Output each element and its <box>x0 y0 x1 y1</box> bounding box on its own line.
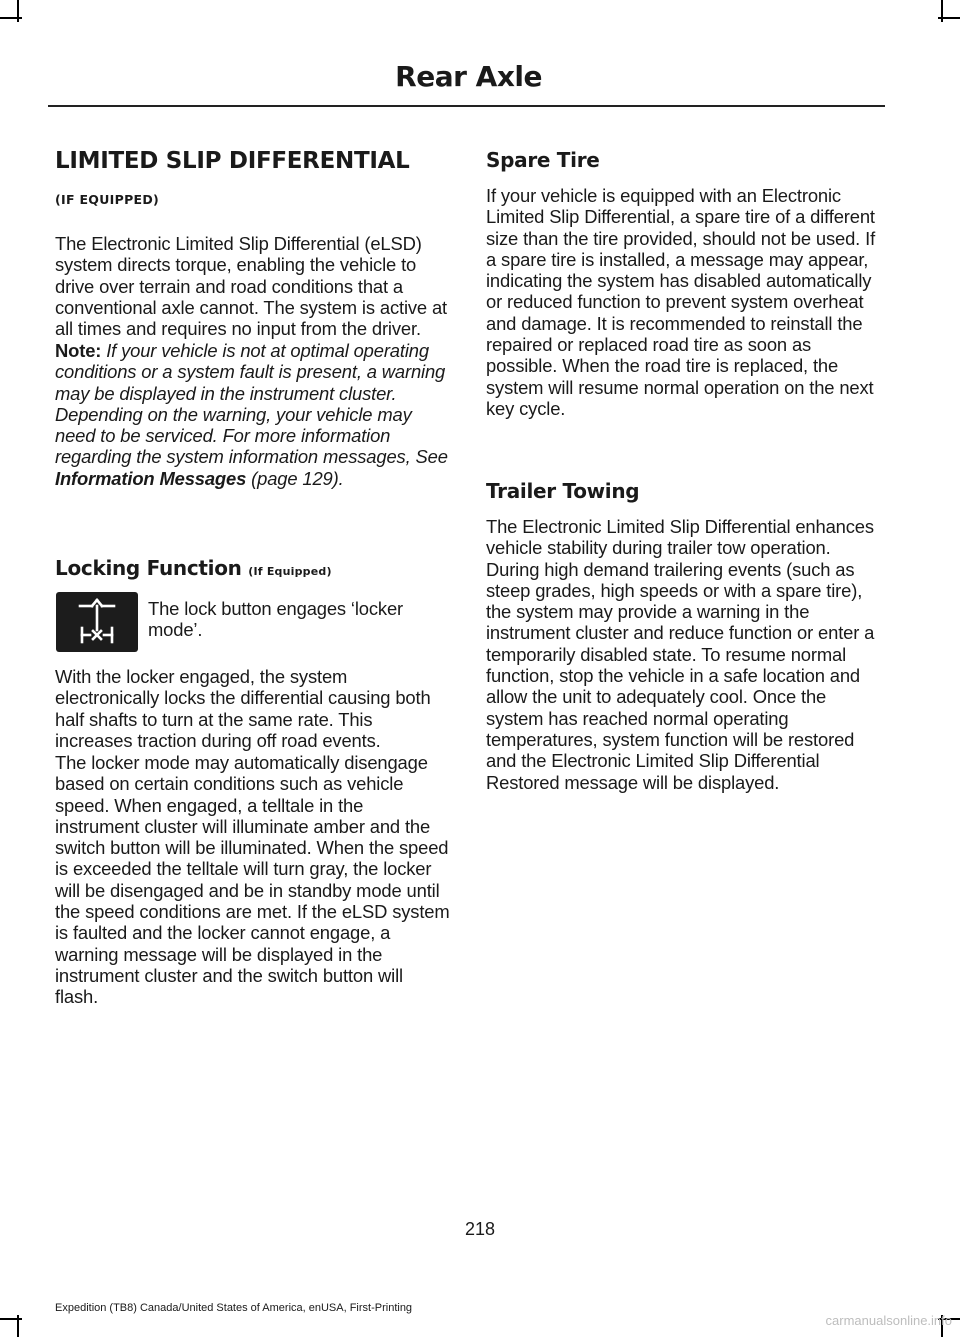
locker-icon-caption: The lock button engages ‘locker mode’. <box>148 598 404 641</box>
note-label: Note: <box>55 340 102 361</box>
section-heading: LIMITED SLIP DIFFERENTIAL <box>55 148 410 174</box>
spare-tire-heading: Spare Tire <box>486 148 600 172</box>
locking-tag: (If Equipped) <box>248 565 332 578</box>
crop-mark <box>0 1318 22 1320</box>
spare-tire-paragraph: If your vehicle is equipped with an Electronic Limited Slip Differential, a spare tire of a different size than the tire provided, should not be used. If a spare tire is installed, a message may appear, indicating the system has disabled automatically or reduced function to prevent system overheat and damage. It is recommended to reinstall the repaired or replaced road tire as soon as possible. When the road tire is replaced, the system will resume normal operation on the next key cycle. <box>486 185 876 419</box>
note-text: If your vehicle is not at optimal operating conditions or a system fault is present, a warning may be displayed in the instrument cluster. Depending on the warning, your vehicle may need to be serviced. For more information regarding the system information messages, See <box>55 340 448 468</box>
crop-mark <box>0 17 22 19</box>
crop-mark <box>938 17 960 19</box>
page-number: 218 <box>464 1219 496 1239</box>
note-paragraph <box>55 340 450 489</box>
equipped-tag: (IF EQUIPPED) <box>55 192 160 207</box>
footer-edition: Expedition (TB8) Canada/United States of America, enUSA, First-Printing <box>55 1302 413 1314</box>
note-reference-page: (page 129). <box>251 467 344 489</box>
locking-heading <box>55 556 332 580</box>
watermark: carmanualsonline.info <box>825 1313 952 1328</box>
page-title: Rear Axle <box>395 60 542 93</box>
locking-paragraph-1: With the locker engaged, the system electronically locks the differential causing both half shafts to turn at the same rate. This increases traction during off road events. <box>55 666 431 751</box>
trailer-towing-heading: Trailer Towing <box>486 479 640 503</box>
intro-paragraph: The Electronic Limited Slip Differential (eLSD) system directs torque, enabling the vehicle to drive over terrain and road conditions that a conventional axle cannot. The system is active at all times and requires no input from the driver. <box>55 233 448 340</box>
title-divider <box>48 105 885 107</box>
locking-paragraph-2: The locker mode may automatically disengage based on certain conditions such as vehicle speed. When engaged, a telltale in the instrument cluster will illuminate amber and the switch button will be illuminated. When the speed is exceeded the telltale will turn gray, the locker will be disengaged and be in standby mode until the speed conditions are met. If the eLSD system is faulted and the locker cannot engage, a warning message will be displayed in the instrument cluster and the switch button will flash. <box>55 752 450 1008</box>
locking-heading-text: Locking Function <box>55 556 242 580</box>
locker-icon <box>56 592 138 652</box>
note-reference-link[interactable]: Information Messages <box>55 467 247 489</box>
trailer-towing-paragraph: The Electronic Limited Slip Differential enhances vehicle stability during trailer tow operation. During high demand trailering events (such as steep grades, high speeds or with a spare tire), the system may provide a warning in the instrument cluster and reduce function or enter a temporarily disabled state. To resume normal function, stop the vehicle in a safe location and allow the unit to adequately cool. Once the system has reached normal operating temperatures, system function will be restored and the Electronic Limited Slip Differential Restored message will be displayed. <box>486 516 875 793</box>
